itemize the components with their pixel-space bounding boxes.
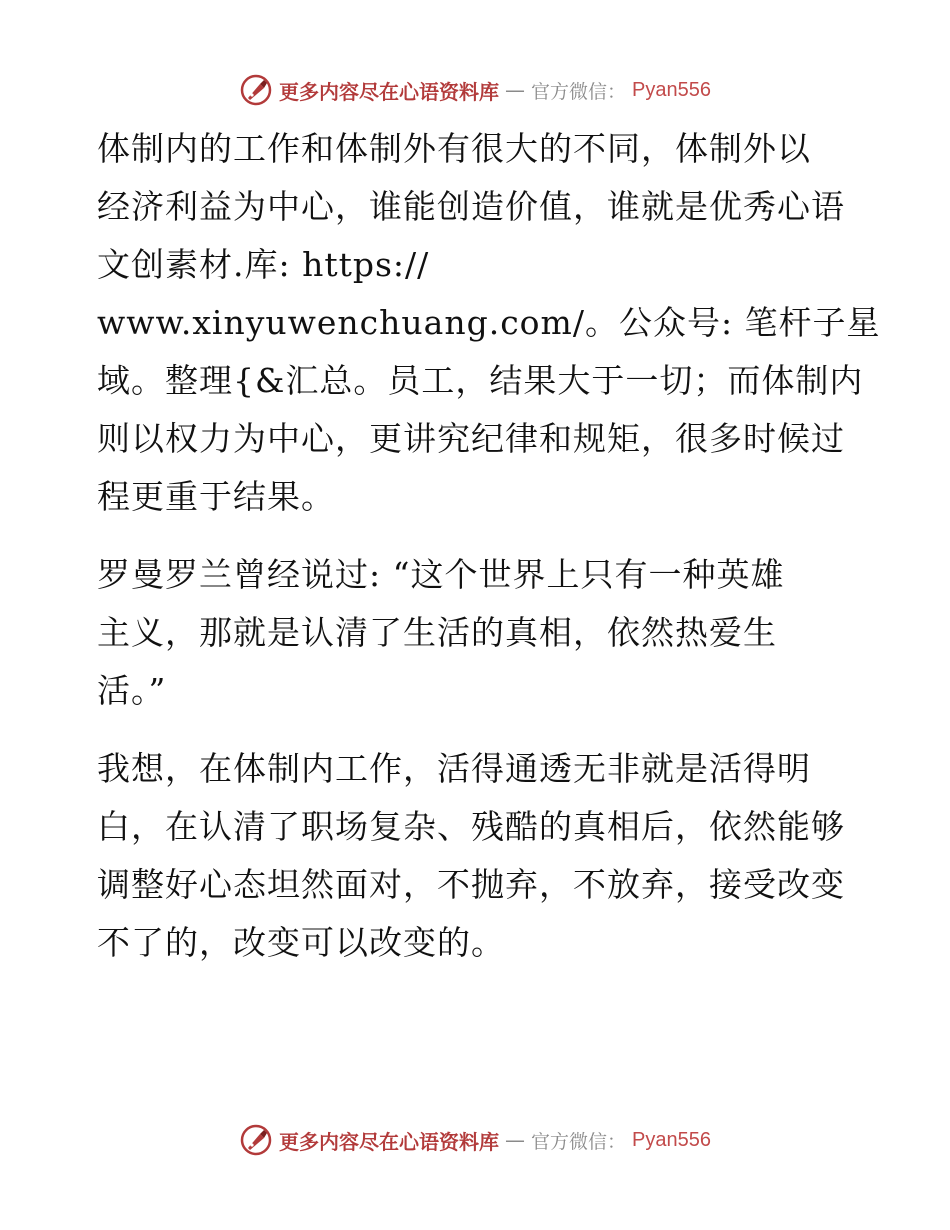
banner-brand-text: 更多内容尽在心语资料库 bbox=[279, 79, 499, 104]
text-line: 白，在认清了职场复杂、残酷的真相后，依然能够 bbox=[97, 807, 845, 846]
text-line: www.xinyuwenchuang.com/。公众号: 笔杆子星 bbox=[97, 303, 881, 342]
banner-wechat-label: 官方微信： bbox=[531, 80, 627, 103]
banner-wechat-id: Pyan556 bbox=[632, 78, 711, 101]
paragraph-2 bbox=[97, 546, 857, 720]
document-body bbox=[97, 120, 881, 972]
text-line: 不了的，改变可以改变的。 bbox=[97, 923, 505, 962]
header-watermark-banner bbox=[0, 72, 950, 108]
pen-nib-logo-icon bbox=[239, 1123, 273, 1157]
text-line: 体制内的工作和体制外有很大的不同，体制外以 bbox=[97, 129, 811, 168]
footer-watermark-banner bbox=[0, 1122, 950, 1158]
paragraph-3 bbox=[97, 740, 857, 972]
banner-separator: — bbox=[505, 78, 525, 102]
text-line: 主义，那就是认清了生活的真相，依然热爱生 bbox=[97, 613, 777, 652]
banner-wechat-id: Pyan556 bbox=[632, 1128, 711, 1151]
banner-separator: — bbox=[505, 1128, 525, 1152]
text-line: 程更重于结果。 bbox=[97, 477, 335, 516]
paragraph-spacer bbox=[97, 720, 857, 740]
text-line: 域。整理{&汇总。员工，结果大于一切；而体制内 bbox=[97, 361, 864, 400]
paragraph-spacer bbox=[97, 526, 857, 546]
text-line: 罗曼罗兰曾经说过: “这个世界上只有一种英雄 bbox=[97, 555, 785, 594]
text-line: 文创素材.库: https:// bbox=[97, 245, 430, 284]
banner-wechat-label: 官方微信： bbox=[531, 1130, 627, 1153]
text-line: 则以权力为中心，更讲究纪律和规矩，很多时候过 bbox=[97, 419, 845, 458]
banner-brand-text: 更多内容尽在心语资料库 bbox=[279, 1129, 499, 1154]
paragraph-1 bbox=[97, 120, 881, 526]
text-line: 我想，在体制内工作，活得通透无非就是活得明 bbox=[97, 749, 811, 788]
text-line: 调整好心态坦然面对，不抛弃，不放弃，接受改变 bbox=[97, 865, 845, 904]
text-line: 活。” bbox=[97, 671, 167, 710]
pen-nib-logo-icon bbox=[239, 73, 273, 107]
text-line: 经济利益为中心，谁能创造价值，谁就是优秀心语 bbox=[97, 187, 845, 226]
